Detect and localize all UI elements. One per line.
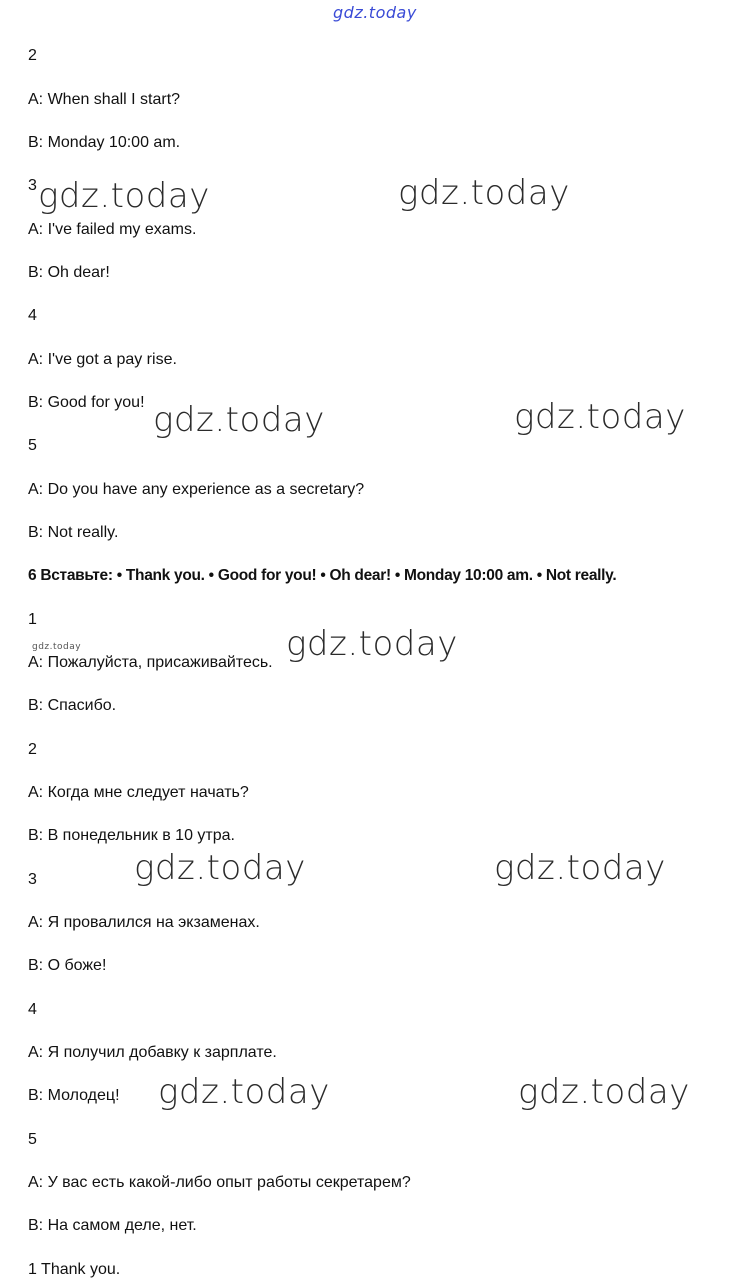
section-number: 2 (28, 741, 37, 758)
dialogue-line: A: Я провалился на экзаменах. (28, 914, 260, 931)
watermark-small: gdz.today (32, 642, 82, 652)
section-number: 3 (28, 871, 37, 888)
dialogue-line: A: Do you have any experience as a secretary? (28, 481, 365, 498)
watermark-top: gdz.today (333, 3, 417, 22)
section-number: 1 (28, 611, 37, 628)
dialogue-line: B: На самом деле, нет. (28, 1217, 197, 1234)
watermark: gdz.today (398, 173, 570, 213)
dialogue-line: B: Спасибо. (28, 697, 117, 714)
exercise-heading: 6 Вставьте: • Thank you. • Good for you! • Oh dear! • Monday 10:00 am. • Not really. (28, 567, 617, 584)
watermark: gdz.today (286, 624, 458, 664)
dialogue-line: B: Oh dear! (28, 264, 110, 281)
watermark: gdz.today (153, 400, 325, 440)
dialogue-line: B: Молодец! (28, 1087, 120, 1104)
section-number: 4 (28, 307, 37, 324)
dialogue-line: B: В понедельник в 10 утра. (28, 827, 235, 844)
dialogue-line: B: Not really. (28, 524, 119, 541)
section-number: 5 (28, 437, 37, 454)
section-number: 4 (28, 1001, 37, 1018)
dialogue-line: A: Я получил добавку к зарплате. (28, 1044, 277, 1061)
answer-line: 1 Thank you. (28, 1261, 121, 1278)
dialogue-line: A: When shall I start? (28, 91, 181, 108)
section-number: 3 (28, 177, 37, 194)
watermark: gdz.today (158, 1072, 330, 1112)
dialogue-line: A: Пожалуйста, присаживайтесь. (28, 654, 273, 671)
dialogue-line: B: О боже! (28, 957, 107, 974)
dialogue-line: A: Когда мне следует начать? (28, 784, 249, 801)
section-number: 2 (28, 47, 37, 64)
dialogue-line: A: I've failed my exams. (28, 221, 197, 238)
section-number: 5 (28, 1131, 37, 1148)
watermark: gdz.today (514, 397, 686, 437)
dialogue-line: A: I've got a pay rise. (28, 351, 177, 368)
watermark: gdz.today (134, 848, 306, 888)
dialogue-line: A: У вас есть какой-либо опыт работы секретарем? (28, 1174, 411, 1191)
watermark: gdz.today (38, 176, 210, 216)
dialogue-line: B: Good for you! (28, 394, 145, 411)
watermark: gdz.today (518, 1072, 690, 1112)
dialogue-line: B: Monday 10:00 am. (28, 134, 181, 151)
watermark: gdz.today (494, 848, 666, 888)
